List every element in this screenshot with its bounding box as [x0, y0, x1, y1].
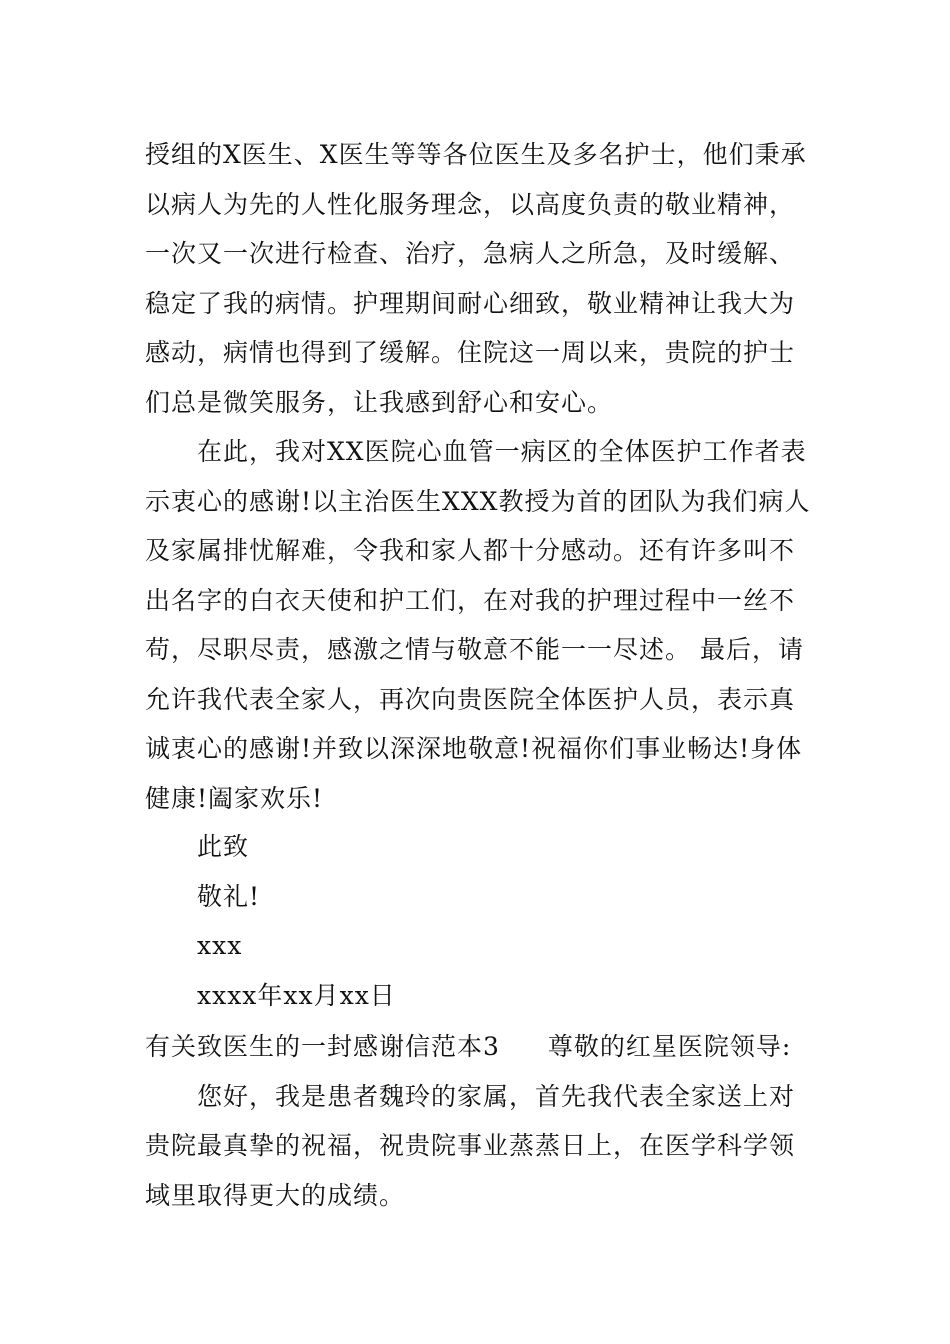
- letter-closing: [197, 822, 396, 1020]
- section-greeting: 尊敬的红星医院领导:: [547, 1032, 792, 1061]
- letter-body: [145, 130, 810, 823]
- paragraph-line: 们总是微笑服务，让我感到舒心和安心。: [145, 387, 614, 417]
- paragraph-line: 及家属排忧解难，令我和家人都十分感动。还有许多叫不: [145, 536, 796, 565]
- paragraph-line: 稳定了我的病情。护理期间耐心细致，敬业精神让我大为: [145, 288, 796, 318]
- paragraph-line: 出名字的白衣天使和护工们，在对我的护理过程中一丝不: [145, 585, 796, 615]
- closing-signature: xxx: [197, 931, 243, 960]
- paragraph-line: 域里取得更大的成绩。: [145, 1180, 406, 1210]
- paragraph-line: 苟，尽职尽责，感激之情与敬意不能一一尽述。 最后，请: [145, 635, 804, 664]
- paragraph-line: 在此，我对XX医院心血管一病区的全体医护工作者表: [197, 437, 807, 466]
- paragraph-line: 贵院最真挚的祝福，祝贵院事业蒸蒸日上，在医学科学领: [145, 1131, 796, 1160]
- paragraph-line: 您好，我是患者魏玲的家属，首先我代表全家送上对: [197, 1081, 796, 1111]
- section-heading-line: [145, 1022, 810, 1072]
- section-3: [145, 1022, 810, 1220]
- paragraph-line: 示衷心的感谢!以主治医生XXX教授为首的团队为我们病人: [145, 486, 810, 516]
- closing-date: xxxx年xx月xx日: [197, 980, 396, 1010]
- closing-regards: 敬礼!: [197, 881, 261, 911]
- paragraph-line: 感动，病情也得到了缓解。住院这一周以来，贵院的护士: [145, 338, 796, 367]
- paragraph-line: 授组的X医生、X医生等等各位医生及多名护士，他们秉承: [145, 140, 807, 169]
- paragraph-line: 允许我代表全家人，再次向贵医院全体医护人员，表示真: [145, 684, 796, 714]
- section-title: 有关致医生的一封感谢信范本3: [145, 1032, 500, 1061]
- paragraph-line: 健康!阖家欢乐!: [145, 783, 324, 813]
- paragraph-2: [145, 427, 810, 823]
- paragraph-line: 一次又一次进行检查、治疗，急病人之所急，及时缓解、: [145, 239, 796, 268]
- closing-salutation: 此致: [197, 832, 250, 861]
- paragraph-line: 诚衷心的感谢!并致以深深地敬意!祝福你们事业畅达!身体: [145, 734, 803, 763]
- paragraph-line: 以病人为先的人性化服务理念，以高度负责的敬业精神，: [145, 189, 796, 219]
- paragraph-1: [145, 130, 810, 427]
